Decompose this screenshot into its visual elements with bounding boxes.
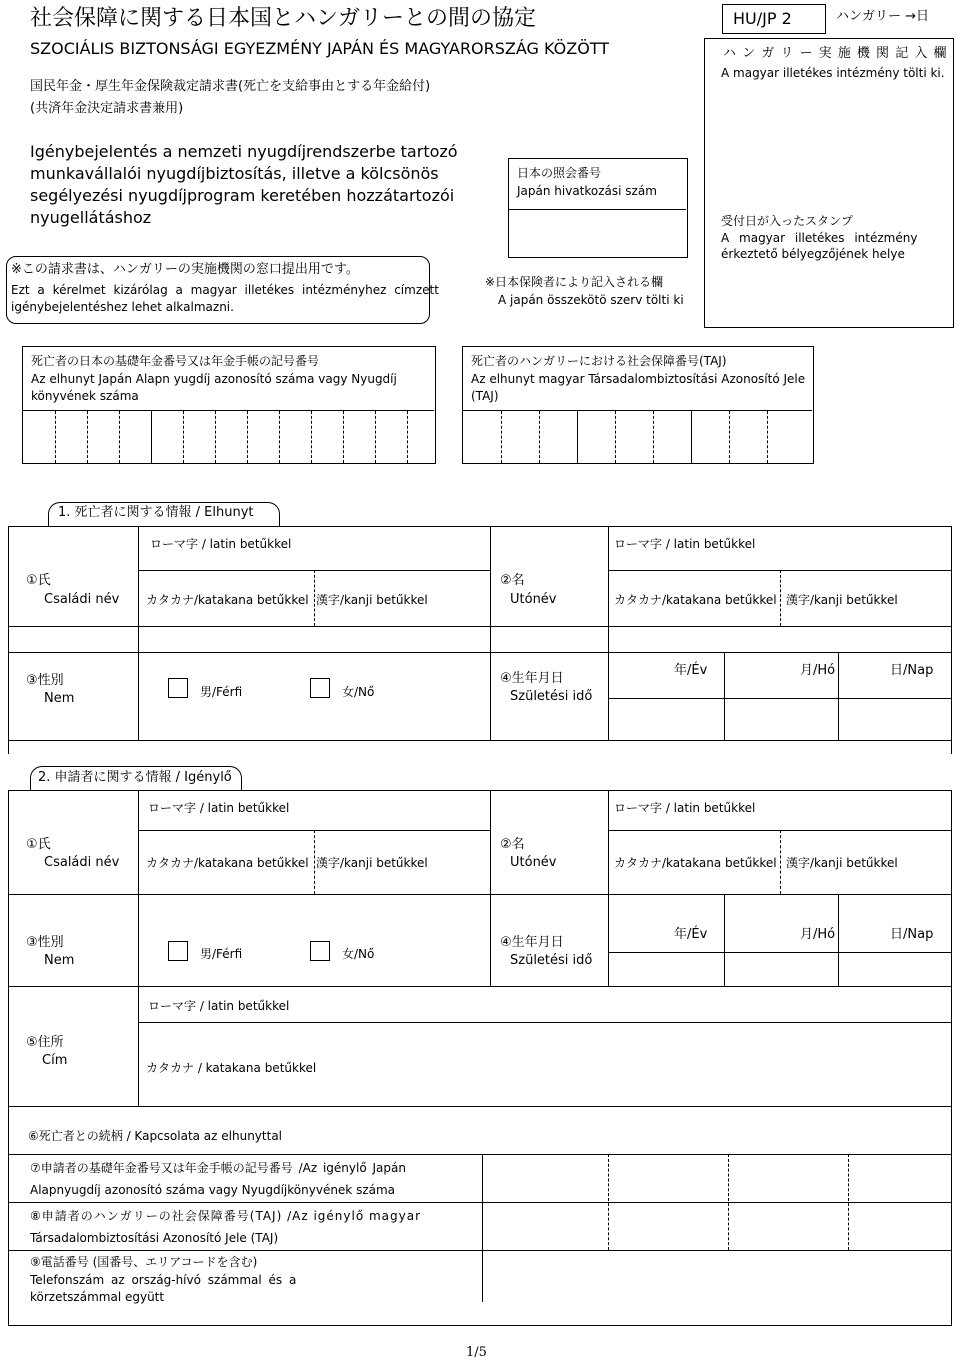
s2-surname-label-jp: ①氏	[26, 837, 51, 852]
taj-number-label-jp: 死亡者のハンガリーにおける社会保障番号(TAJ)	[471, 354, 727, 368]
s2-item9-label-1: ⑨電話番号 (国番号、エリアコードを含む)	[30, 1255, 258, 1269]
notice-hu-2: igénybejelentéshez lehet alkalmazni.	[11, 300, 234, 314]
japan-ref-input[interactable]	[517, 215, 677, 251]
s2-birth-label-jp: ④生年月日	[500, 935, 564, 950]
s1-male-label: 男/Férfi	[200, 685, 243, 699]
s2-item7-label-2: Alapnyugdíj azonosító száma vagy Nyugdíjkönyvének száma	[30, 1183, 396, 1197]
s2-male-label: 男/Férfi	[200, 947, 243, 961]
s2-address-katakana-label: カタカナ / katakana betűkkel	[146, 1061, 317, 1075]
s2-roman-label-2: ローマ字 / latin betűkkel	[614, 801, 756, 815]
s2-year-label: 年/Év	[674, 927, 708, 942]
hungary-box-title-hu: A magyar illetékes intézmény tölti ki.	[721, 66, 945, 80]
s2-item8-input[interactable]	[486, 1204, 948, 1248]
title-hungarian: SZOCIÁLIS BIZTONSÁGI EGYEZMÉNY JAPÁN ÉS MAGYARORSZÁG KÖZÖTT	[30, 39, 610, 58]
intro-line: Igénybejelentés a nemzeti nyugdíjrendszerbe tartozó	[30, 142, 458, 161]
s1-birth-label-jp: ④生年月日	[500, 671, 564, 686]
notice-box	[6, 256, 439, 324]
s1-birth-day-input[interactable]	[842, 702, 948, 736]
s1-roman-label-2: ローマ字 / latin betűkkel	[614, 537, 756, 551]
s1-given-label-hu: Utónév	[510, 592, 557, 607]
section-1-title: 1. 死亡者に関する情報 / Elhunyt	[58, 505, 254, 520]
section-2-applicant	[8, 766, 952, 1326]
japan-reference-box	[508, 158, 688, 258]
s2-item7-input[interactable]	[486, 1156, 948, 1200]
s1-given-label-jp: ②名	[500, 573, 525, 588]
s1-female-checkbox[interactable]	[310, 678, 330, 698]
notice-jp: ※この請求書は、ハンガリーの実施機関の窓口提出用です。	[11, 262, 359, 277]
stamp-label-jp: 受付日が入ったスタンプ	[721, 214, 854, 228]
s2-birth-day-input[interactable]	[842, 956, 948, 984]
s2-address-label-hu: Cím	[42, 1053, 68, 1068]
intro-line: nyugellátáshoz	[30, 208, 152, 227]
taj-number-input[interactable]	[463, 411, 812, 463]
s2-day-label: 日/Nap	[890, 927, 934, 942]
s2-sex-label-hu: Nem	[44, 953, 75, 968]
s2-birth-month-input[interactable]	[728, 956, 834, 984]
pension-number-input[interactable]	[23, 411, 434, 463]
section-1-deceased	[8, 502, 952, 754]
s2-given-label-hu: Utónév	[510, 855, 557, 870]
s2-given-kanji-label: 漢字/kanji betűkkel	[786, 856, 898, 870]
s1-year-label: 年/Év	[674, 663, 708, 678]
s2-given-label-jp: ②名	[500, 837, 525, 852]
page-number: 1/5	[466, 1345, 487, 1360]
taj-number-label-hu-1: Az elhunyt magyar Társadalombiztosítási Azonosító Jele	[471, 372, 806, 386]
japan-ref-label-jp: 日本の照会番号	[517, 166, 602, 180]
s1-given-katakana-label: カタカナ/katakana betűkkel	[614, 593, 777, 607]
title-japanese: 社会保障に関する日本国とハンガリーとの間の協定	[30, 6, 537, 31]
deceased-pension-number-box	[22, 346, 436, 464]
stamp-label-hu-2: érkeztető bélyegzőjének helye	[721, 247, 905, 261]
s2-address-roman-input[interactable]	[142, 1024, 948, 1058]
pension-number-label-jp: 死亡者の日本の基礎年金番号又は年金手帳の記号番号	[31, 354, 320, 368]
s2-given-roman-input[interactable]	[612, 818, 948, 828]
s2-surname-katakana-label: カタカナ/katakana betűkkel	[146, 856, 309, 870]
s1-surname-roman-input[interactable]	[142, 556, 486, 568]
form-direction: ハンガリー →日	[836, 9, 930, 24]
s2-roman-label-1: ローマ字 / latin betűkkel	[148, 801, 290, 815]
s1-month-label: 月/Hó	[800, 663, 836, 678]
japan-ref-note-hu: A japán összekötö szerv tölti ki	[498, 293, 684, 307]
s2-month-label: 月/Hó	[800, 927, 836, 942]
taj-number-label-hu-2: (TAJ)	[471, 389, 499, 403]
form-code: HU/JP 2	[733, 9, 792, 28]
pension-number-label-hu-1: Az elhunyt Japán Alapn yugdíj azonosító száma vagy Nyugdíj	[31, 372, 397, 386]
japan-ref-note-jp: ※日本保険者により記入される欄	[485, 275, 664, 289]
s1-given-roman-input[interactable]	[612, 556, 948, 568]
s2-item9-label-2: Telefonszám az ország-hívó számmal és a	[30, 1273, 297, 1287]
s2-item9-label-3: körzetszámmal együtt	[30, 1290, 165, 1304]
s1-birth-month-input[interactable]	[728, 702, 834, 736]
s2-sex-label-jp: ③性別	[26, 935, 64, 950]
s1-sex-label-jp: ③性別	[26, 673, 64, 688]
s2-address-label-jp: ⑤住所	[26, 1035, 64, 1050]
s1-male-checkbox[interactable]	[168, 678, 188, 698]
s2-item8-label-1: ⑧申請者のハンガリーの社会保障番号(TAJ) /Az igénylő magyar	[30, 1209, 422, 1223]
s2-address-roman-label: ローマ字 / latin betűkkel	[148, 999, 290, 1013]
intro-line: segélyezési nyugdíjprogram keretében hozzátartozói	[30, 186, 455, 205]
intro-line: munkavállalói nyugdíjbiztosítás, illetve a kölcsönös	[30, 164, 439, 183]
s2-address-katakana-input[interactable]	[142, 1078, 948, 1104]
s1-sex-label-hu: Nem	[44, 691, 75, 706]
pension-number-label-hu-2: könyvének száma	[31, 389, 139, 403]
s2-female-label: 女/Nő	[342, 947, 375, 961]
form-code-box	[722, 4, 826, 34]
s1-given-kanji-label: 漢字/kanji betűkkel	[786, 593, 898, 607]
s1-female-label: 女/Nő	[342, 685, 375, 699]
s2-item7-label-1: ⑦申請者の基礎年金番号又は年金手帳の記号番号 /Az igénylő Japán	[30, 1161, 406, 1175]
section-2-title: 2. 申請者に関する情報 / Igénylő	[38, 770, 232, 785]
s2-male-checkbox[interactable]	[168, 941, 188, 961]
s2-birth-year-input[interactable]	[612, 956, 720, 984]
s2-birth-label-hu: Születési idő	[510, 953, 593, 968]
deceased-taj-number-box	[462, 346, 814, 464]
s2-surname-label-hu: Családi név	[44, 855, 120, 870]
s2-given-katakana-label: カタカナ/katakana betűkkel	[614, 856, 777, 870]
s2-surname-kanji-label: 漢字/kanji betűkkel	[316, 856, 428, 870]
s1-surname-katakana-label: カタカナ/katakana betűkkel	[146, 593, 309, 607]
s1-birth-label-hu: Születési idő	[510, 689, 593, 704]
form-name-line2: (共済年金決定請求書兼用)	[30, 101, 184, 116]
s1-birth-year-input[interactable]	[612, 702, 720, 736]
s2-female-checkbox[interactable]	[310, 941, 330, 961]
s2-phone-input[interactable]	[486, 1252, 948, 1300]
s1-surname-label-hu: Családi név	[44, 592, 120, 607]
s2-relation-label: ⑥死亡者との続柄 / Kapcsolata az elhunyttal	[28, 1129, 283, 1143]
s1-roman-label-1: ローマ字 / latin betűkkel	[150, 537, 292, 551]
s1-surname-label-jp: ①氏	[26, 573, 51, 588]
s2-item8-label-2: Társadalombiztosítási Azonosító Jele (TAJ)	[30, 1231, 279, 1245]
notice-hu-1: Ezt a kérelmet kizárólag a magyar illetékes intézményhez címzett	[11, 283, 439, 297]
japan-ref-divider	[509, 209, 686, 210]
s1-surname-kanji-label: 漢字/kanji betűkkel	[316, 593, 428, 607]
s1-day-label: 日/Nap	[890, 663, 934, 678]
hungary-box-title-jp: ハ ン ガ リ ー 実 施 機 関 記 入 欄	[723, 46, 948, 61]
japan-ref-label-hu: Japán hivatkozási szám	[517, 184, 657, 198]
stamp-label-hu-1: A magyar illetékes intézmény	[721, 231, 918, 245]
s2-surname-roman-input[interactable]	[142, 818, 486, 828]
hungarian-institution-box	[704, 38, 954, 328]
form-name-line1: 国民年金・厚生年金保険裁定請求書(死亡を支給事由とする年金給付)	[30, 79, 431, 94]
